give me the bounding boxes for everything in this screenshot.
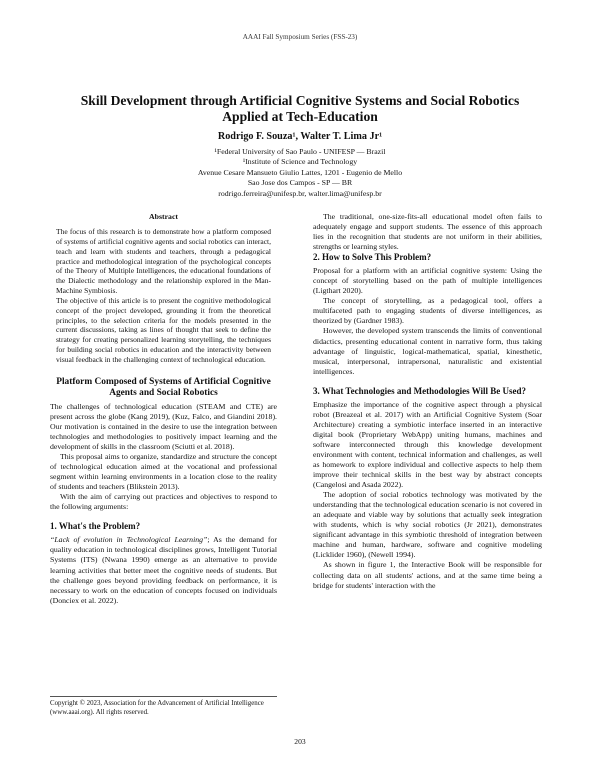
body-paragraph: However, the developed system transcends the limits of conventional didactics, presenting educational content in narrative form, thus taking advantage of linguistic, logical-mathematical, spatial, kinesthetic, musical, interpersonal, intrapersonal, naturalistic and existential intelligences. [313,326,542,376]
affiliation-line: Sao Jose dos Campos - SP — BR [247,178,353,188]
section-heading: Platform Composed of Systems of Artificial Cognitive Agents and Social Robotics [56,376,271,398]
affiliations [0,147,600,199]
abstract [50,212,277,365]
subsection-heading: 3. What Technologies and Methodologies Will Be Used? [313,385,527,396]
body-paragraph: As shown in figure 1, the Interactive Book will be responsible for collecting data on all students' actions, and at the same time being a bridge for students' interaction with the [313,560,542,590]
paragraph-text: ; As the demand for quality education in technological disciplines grows, Intelligent Tutorial Systems (ITS) (Nwana 1990) emerge as an alternative to provide learning activities that better meet the cognitive needs of students. But the challenge goes beyond providing feedback on performance, it is necessary to work on the education of concepts focused on individuals (Donciex et al. 2022). [50,535,278,605]
title-line-2: Applied at Tech-Education [222,109,378,124]
problem-quote: “Lack of evolution in Technological Learning” [50,535,208,545]
running-header: AAAI Fall Symposium Series (FSS-23) [242,33,358,41]
abstract-paragraph: The objective of this article is to present the cognitive methodological concept of the project developed, grounding it from the theoretical principles, to the selection criteria for the models presented in the current discussions, taking as lines of thought that seek to define the strategy for creating personalized learning storytelling, the techniques for building social robotics in education and the interactivity between visual feedback in the challenging context of technological education. [56,295,271,365]
body-paragraph: This proposal aims to organize, standardize and structure the concept of technological education aimed at the vocational and professional segment within learning environments in a location close to the reality of students and teachers (Blikstein 2013). [50,452,277,492]
body-paragraph [50,535,277,605]
copyright-notice: Copyright © 2023, Association for the Advancement of Artificial Intelligence (www.aaai.org). All rights reserved. [50,696,277,717]
body-paragraph: The traditional, one-size-fits-all educational model often fails to adequately engage and support students. The essence of this approach lies in the recognition that students are not uniform in their abilities, strengths or learning styles. [313,212,542,252]
affiliation-line: ¹Institute of Science and Technology [242,157,358,167]
abstract-paragraph: The focus of this research is to demonstrate how a platform composed of systems of artificial cognitive agents and social robotics can interact, teach and learn with students and teachers, through a pedagogical practice and methodological integration of the psychological concepts of the Theory of Multiple Intelligences, the educational foundations of the Dialectic methodology and the relationship explored in the Man-Machine Symbiosis. [56,227,271,296]
body-paragraph: Emphasize the importance of the cognitive aspect through a physical robot (Breazeal et al. 2017) with an Artificial Cognitive System (Soar Architecture) creating a symbiotic interface inserted in an interactive digital book (Proprietary WebApp) uniting humans, machines and software interconnected through this knowledge development environment with content, technical information and challenges, as well as homework to explore individual and collective aspects to help them improve their technical skills in the best way by abstract concepts (Cangelosi and Asada 2022). [313,399,542,490]
author-emails: rodrigo.ferreira@unifesp.br, walter.lima@unifesp.br [218,188,382,198]
right-column [313,212,542,591]
abstract-heading: Abstract [148,212,178,221]
author-list: Rodrigo F. Souza¹, Walter T. Lima Jr¹ [217,131,383,142]
title-line-1: Skill Development through Artificial Cognitive Systems and Social Robotics [80,93,520,108]
affiliation-line: Avenue Cesare Mansueto Giulio Lattes, 1201 - Eugenio de Mello [197,167,403,177]
body-paragraph: With the aim of carrying out practices and objectives to respond to the following arguments: [50,492,277,512]
subsection-heading: 2. How to Solve This Problem? [313,252,432,263]
body-paragraph: Proposal for a platform with an artificial cognitive system: Using the concept of storytelling based on the path of multiple intelligences (Ligthart 2020). [313,266,542,296]
page-number: 203 [294,737,306,746]
paper-title [40,93,560,125]
left-column [50,212,277,606]
affiliation-line: ¹Federal University of Sao Paulo - UNIFESP — Brazil [214,147,386,156]
body-paragraph: The adoption of social robotics technology was motivated by the understanding that the technological education scenario is not covered in an adequate and viable way by solutions that actually seek integration with students, which is why social robotics (Jr 2021), demonstrates significant advantage in this symbiotic threshold of integration between machine and human, hardware, software and cognitive modeling (Licklider 1960), (Newell 1994). [313,490,542,560]
body-paragraph: The concept of storytelling, as a pedagogical tool, offers a multifaceted path to engaging students of diverse intelligences, as theorized by (Gardner 1983). [313,296,542,326]
subsection-heading: 1. What's the Problem? [50,521,141,532]
body-paragraph: The challenges of technological education (STEAM and CTE) are present across the globe (Kang 2019), (Kuz, Falco, and Giandini 2018). Our motivation is contained in the desire to use the integration between technologies and methodologies to positively impact learning and the development of skills in the classroom (Sciutti et al. 2018). [50,401,277,452]
